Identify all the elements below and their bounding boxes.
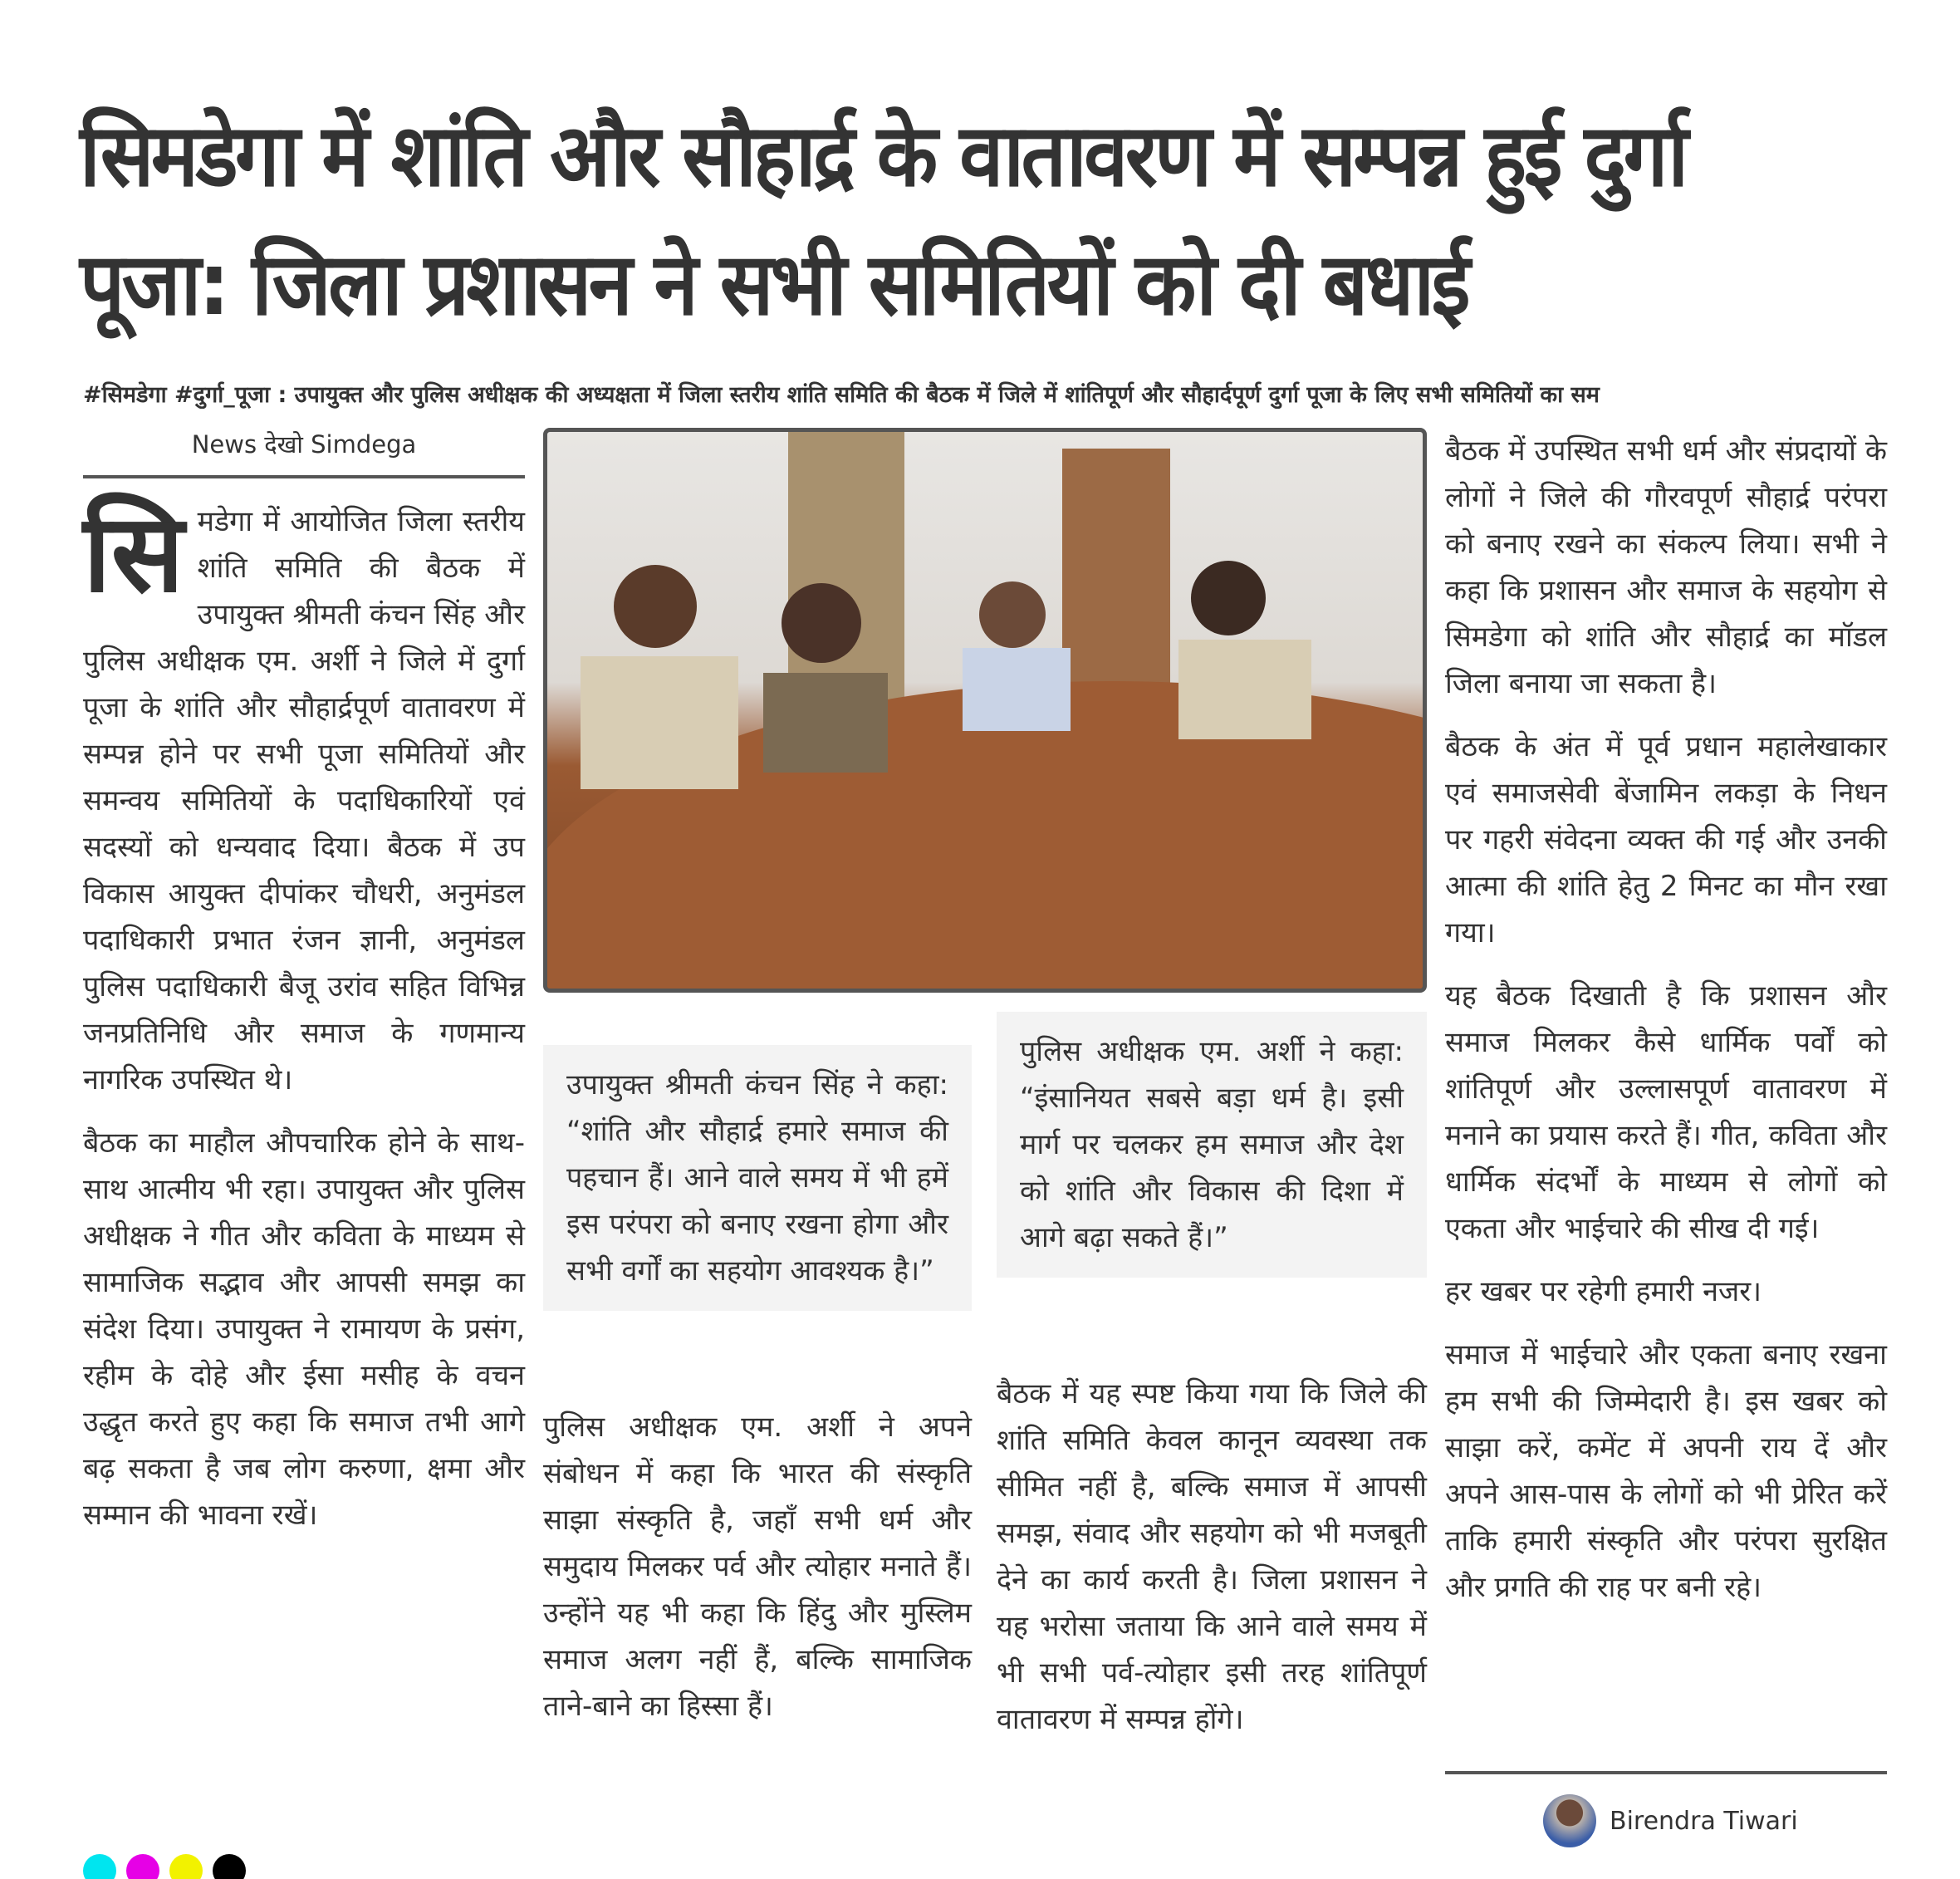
column-1 (83, 490, 525, 1555)
pull-quote: पुलिस अधीक्षक एम. अर्शी ने कहा: “इंसानियत सबसे बड़ा धर्म है। इसी मार्ग पर चलकर हम समाज और देश को शांति और विकास की दिशा में आगे बढ़ा सकते हैं।” (997, 1012, 1427, 1278)
pull-quote: उपायुक्त श्रीमती कंचन सिंह ने कहा: “शांति और सौहार्द्र हमारे समाज की पहचान हैं। आने वाले समय में भी हमें इस परंपरा को बनाए रखना होगा और सभी वर्गों का सहयोग आवश्यक है।” (543, 1045, 972, 1311)
paragraph: बैठक के अंत में पूर्व प्रधान महालेखाकार एवं समाजसेवी बेंजामिन लकड़ा के निधन पर गहरी संवेदना व्यक्त की गई और उनकी आत्मा की शांति हेतु 2 मिनट का मौन रखा गया। (1445, 730, 1887, 949)
cyan-dot (83, 1854, 116, 1879)
column-3 (997, 1371, 1427, 1759)
tagline: #सिमडेगा #दुर्गा_पूजा : उपायुक्त और पुलिस अधीक्षक की अध्यक्षता में जिला स्तरीय शांति समिति की बैठक में जिले में शांतिपूर्ण और सौहार्दपूर्ण दुर्गा पूजा के लिए सभी समितियों का सम (83, 382, 1600, 408)
source-label: News देखो Simdega (83, 428, 525, 478)
yellow-dot (169, 1854, 203, 1879)
paragraph: पुलिस अधीक्षक एम. अर्शी ने अपने संबोधन में कहा कि भारत की संस्कृति साझा संस्कृति है, जहाँ सभी धर्म और समुदाय मिलकर पर्व और त्योहार मनाते हैं। उन्होंने यह भी कहा कि हिंदु और मुस्लिम समाज अलग नहीं हैं, बल्कि सामाजिक ताने-बाने का हिस्सा हैं। (543, 1410, 972, 1723)
paragraph-text: मडेगा में आयोजित जिला स्तरीय शांति समिति की बैठक में उपायुक्त श्रीमती कंचन सिंह और पुलिस अधीक्षक एम. अर्शी ने जिले में दुर्गा पूजा के शांति और सौहार्द्रपूर्ण वातावरण में सम्पन्न होने पर सभी पूजा समितियों और समन्वय समितियों के पदाधिकारियों एवं सदस्यों को धन्यवाद दिया। बैठक में उप विकास आयुक्त दीपांकर चौधरी, अनुमंडल पदाधिकारी प्रभात रंजन ज्ञानी, अनुमंडल पुलिस पदाधिकारी बैजू उरांव सहित विभिन्न जनप्रतिनिधि और समाज के गणमान्य नागरिक उपस्थित थे। (83, 505, 525, 1096)
paragraph: बैठक का माहौल औपचारिक होने के साथ-साथ आत्मीय भी रहा। उपायुक्त और पुलिस अधीक्षक ने गीत और कविता के माध्यम से सामाजिक सद्भाव और आपसी समझ का संदेश दिया। उपायुक्त ने रामायण के प्रसंग, रहीम के दोहे और ईसा मसीह के वचन उद्धृत करते हुए कहा कि समाज तभी आगे बढ़ सकता है जब लोग करुणा, क्षमा और सम्मान की भावना रखें। (83, 1126, 525, 1532)
author-name: Birendra Tiwari (1610, 1806, 1798, 1836)
drop-cap: सि (83, 490, 184, 616)
magenta-dot (126, 1854, 159, 1879)
paragraph: समाज में भाईचारे और एकता बनाए रखना हम सभी की जिम्मेदारी है। इस खबर को साझा करें, कमेंट में अपनी राय दें और अपने आस-पास के लोगों को भी प्रेरित करें ताकि हमारी संस्कृति और परंपरा सुरक्षित और प्रगति की राह पर बनी रहे। (1445, 1338, 1887, 1604)
meeting-photo-illustration (547, 432, 1427, 993)
author-avatar (1543, 1794, 1596, 1847)
black-dot (213, 1854, 246, 1879)
column-4 (1445, 428, 1887, 1627)
paragraph: बैठक में उपस्थित सभी धर्म और संप्रदायों के लोगों ने जिले की गौरवपूर्ण सौहार्द्र परंपरा को बनाए रखने का संकल्प लिया। सभी ने कहा कि प्रशासन और समाज के सहयोग से सिमडेगा को शांति और सौहार्द्र का मॉडल जिला बनाया जा सकता है। (1445, 434, 1887, 700)
paragraph: बैठक में यह स्पष्ट किया गया कि जिले की शांति समिति केवल कानून व्यवस्था तक सीमित नहीं है, बल्कि समाज में आपसी समझ, संवाद और सहयोग को भी मजबूती देने का कार्य करती है। जिला प्रशासन ने यह भरोसा जताया कि आने वाले समय में भी सभी पर्व-त्योहार इसी तरह शांतिपूर्ण वातावरण में सम्पन्न होंगे। (997, 1377, 1427, 1736)
paragraph: हर खबर पर रहेगी हमारी नजर। (1445, 1275, 1762, 1308)
column-2 (543, 1404, 972, 1746)
article-photo (543, 428, 1427, 993)
author-byline (1543, 1794, 1798, 1847)
registration-marks (83, 1854, 246, 1879)
divider (1445, 1771, 1887, 1774)
paragraph (83, 490, 525, 1103)
headline: सिमडेगा में शांति और सौहार्द्र के वातावरण में सम्पन्न हुई दुर्गा पूजा: जिला प्रशासन ने सभी समितियों को दी बधाई (80, 105, 1686, 335)
paragraph: यह बैठक दिखाती है कि प्रशासन और समाज मिलकर कैसे धार्मिक पर्वों को शांतिपूर्ण और उल्लासपूर्ण वातावरण में मनाने का प्रयास करते हैं। गीत, कविता और धार्मिक संदर्भों के माध्यम से लोगों को एकता और भाईचारे की सीख दी गई। (1445, 979, 1887, 1245)
